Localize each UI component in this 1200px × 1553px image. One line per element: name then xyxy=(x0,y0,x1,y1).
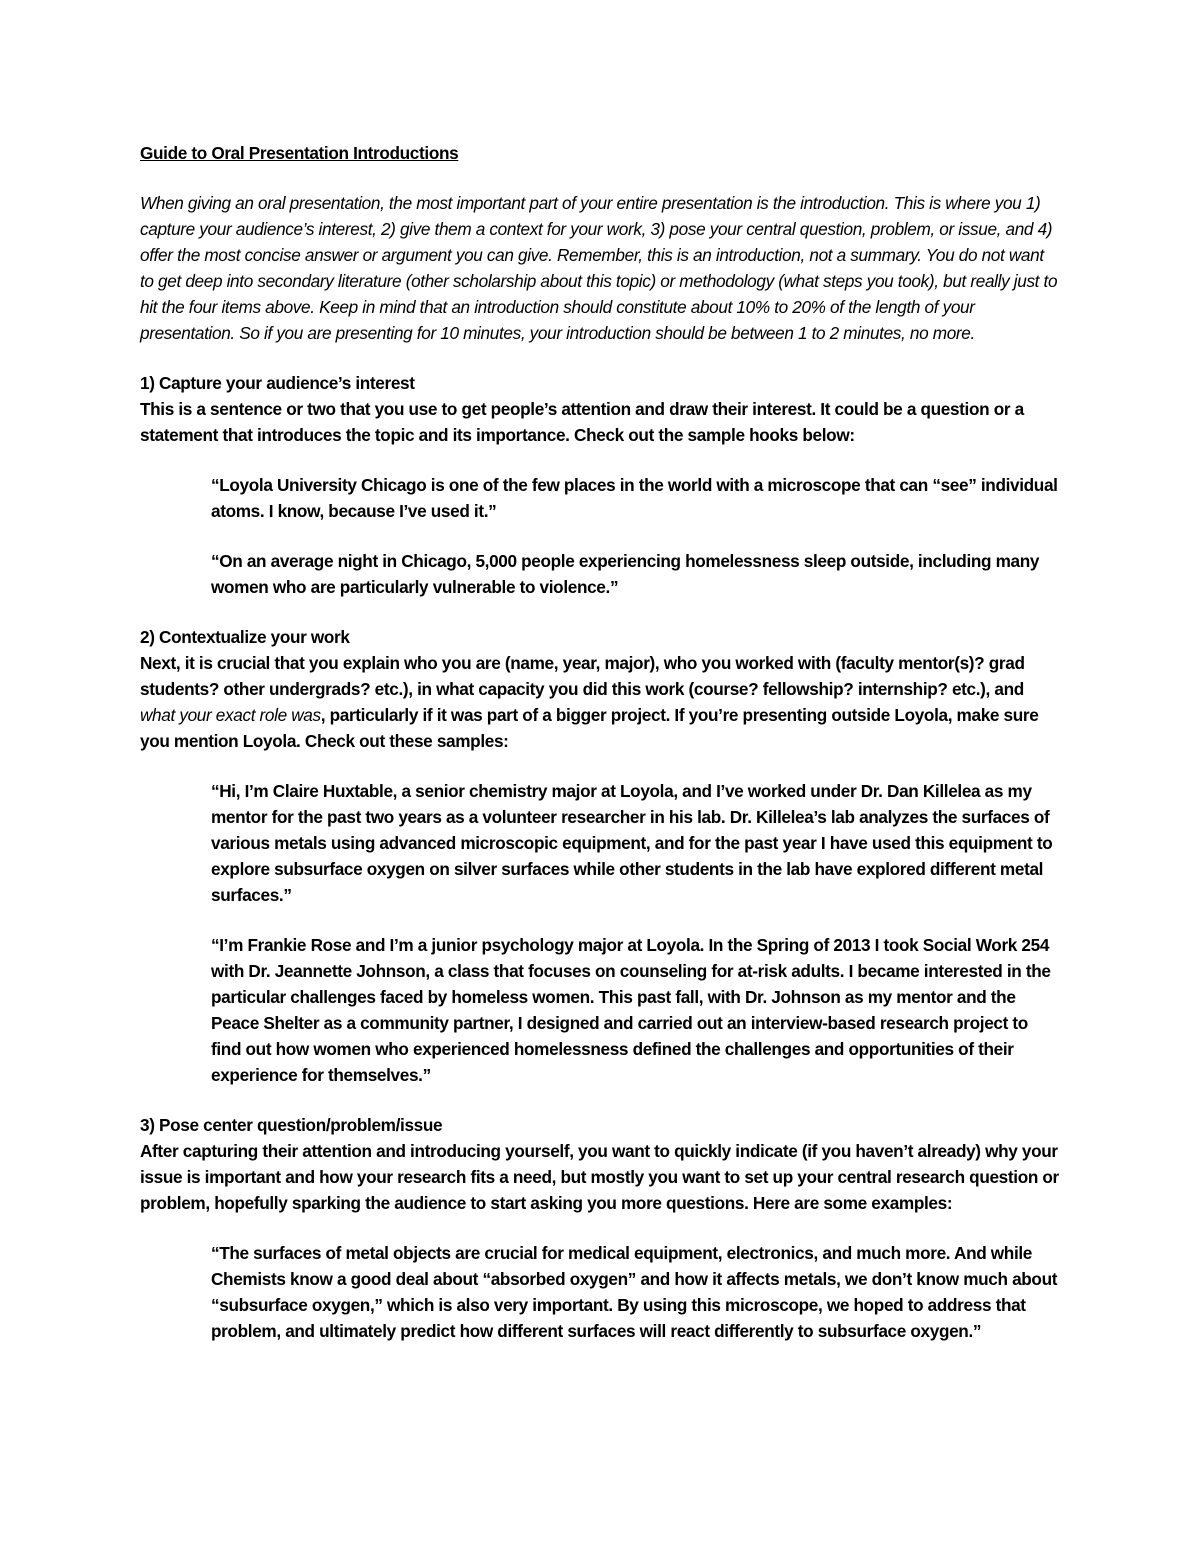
section-heading: 1) Capture your audience’s interest xyxy=(140,373,415,393)
document-title: Guide to Oral Presentation Introductions xyxy=(140,143,459,163)
section-text-part: , particularly if it was part of a bigger project. If you’re presenting outside Loyola, make sure you mention Loyola. Check out these samples: xyxy=(140,705,1039,751)
section-pose-question xyxy=(140,1112,1060,1344)
intro-paragraph: When giving an oral presentation, the most important part of your entire presentation is the introduction. This is where you 1) capture your audience’s interest, 2) give them a context for your work, 3) pose your central question, problem, or issue, and 4) offer the most concise answer or argument you can give. Remember, this is an introduction, not a summary. You do not want to get deep into secondary literature (other scholarship about this topic) or methodology (what steps you took), but really just to hit the four items above. Keep in mind that an introduction should constitute about 10% to 20% of the length of your presentation. So if you are presenting for 10 minutes, your introduction should be between 1 to 2 minutes, no more. xyxy=(140,193,1058,343)
sample-quote: “Hi, I’m Claire Huxtable, a senior chemistry major at Loyola, and I’ve worked under Dr. Dan Killelea as my mentor for the past two years as a volunteer researcher in his lab. Dr. Killelea’s lab analyzes the surfaces of various metals using advanced microscopic equipment, and for the past year I have used this equipment to explore subsurface oxygen on silver surfaces while other students in the lab have explored different metal surfaces.” xyxy=(211,781,1053,905)
section-heading: 3) Pose center question/problem/issue xyxy=(140,1115,443,1135)
sample-quote: “The surfaces of metal objects are crucial for medical equipment, electronics, and much more. And while Chemists know a good deal about “absorbed oxygen” and how it affects metals, we don’t know much about “subsurface oxygen,” which is also very important. By using this microscope, we hoped to address that problem, and ultimately predict how different surfaces will react differently to subsurface oxygen.” xyxy=(211,1243,1058,1341)
sample-quote: “Loyola University Chicago is one of the few places in the world with a microscope that can “see” individual atoms. I know, because I’ve used it.” xyxy=(211,475,1058,521)
section-text xyxy=(140,650,1060,754)
sample-quote: “I’m Frankie Rose and I’m a junior psychology major at Loyola. In the Spring of 2013 I took Social Work 254 with Dr. Jeannette Johnson, a class that focuses on counseling for at-risk adults. I became interested in the particular challenges faced by homeless women. This past fall, with Dr. Johnson as my mentor and the Peace Shelter as a community partner, I designed and carried out an interview-based research project to find out how women who experienced homelessness defined the challenges and opportunities of their experience for themselves.” xyxy=(211,935,1051,1085)
sample-list xyxy=(211,778,1060,1088)
sample-list xyxy=(211,472,1060,600)
sample-list xyxy=(211,1240,1060,1344)
section-text-emphasis: what your exact role was xyxy=(140,705,321,725)
section-capture-interest xyxy=(140,370,1060,600)
section-text-part: Next, it is crucial that you explain who you are (name, year, major), who you worked with (faculty mentor(s)? grad students? other undergrads? etc.), in what capacity you did this work (course? fellowship? internship? etc.), and xyxy=(140,653,1025,699)
section-text: After capturing their attention and introducing yourself, you want to quickly indicate (if you haven’t already) why your issue is important and how your research fits a need, but mostly you want to set up your central research question or problem, hopefully sparking the audience to start asking you more questions. Here are some examples: xyxy=(140,1141,1059,1213)
section-text: This is a sentence or two that you use to get people’s attention and draw their interest. It could be a question or a statement that introduces the topic and its importance. Check out the sample hooks below: xyxy=(140,399,1024,445)
document-page xyxy=(140,140,1060,1368)
section-heading: 2) Contextualize your work xyxy=(140,627,350,647)
section-contextualize-work xyxy=(140,624,1060,1088)
sample-quote: “On an average night in Chicago, 5,000 people experiencing homelessness sleep outside, including many women who are particularly vulnerable to violence.” xyxy=(211,551,1040,597)
